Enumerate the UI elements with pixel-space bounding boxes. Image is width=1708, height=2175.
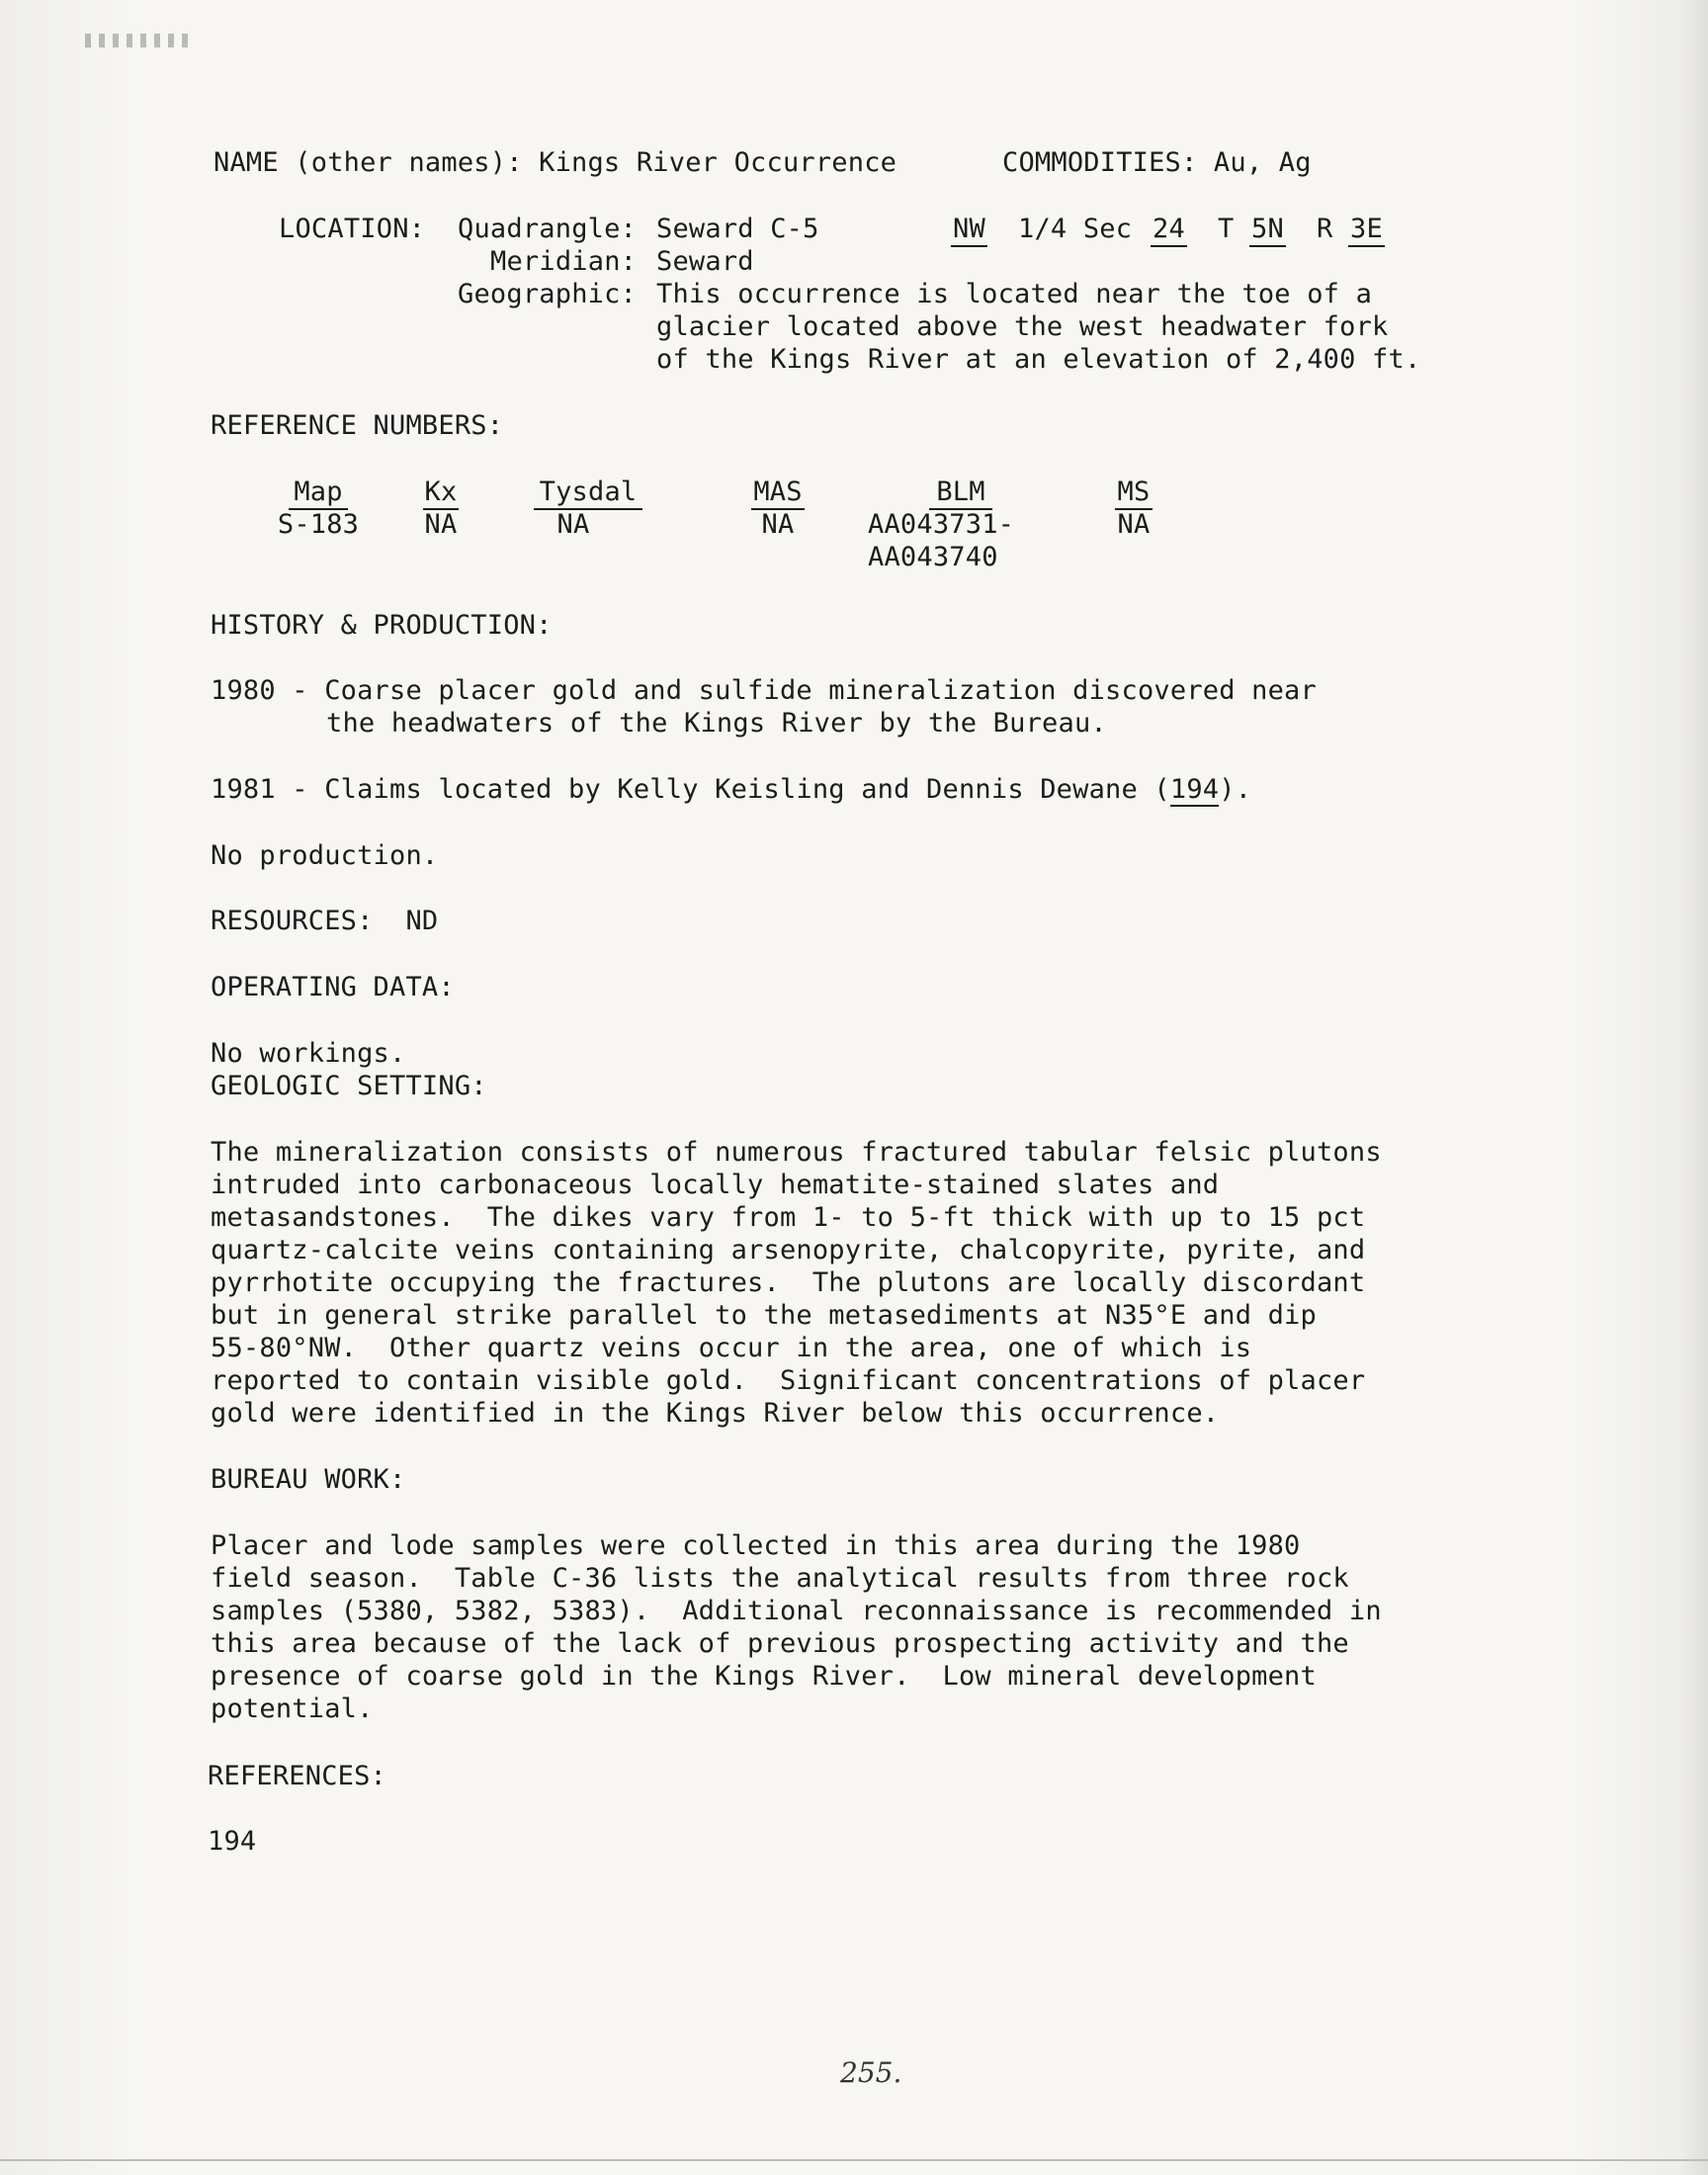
bureau-line: samples (5380, 5382, 5383). Additional reconnaissance is recommended in xyxy=(211,1596,1382,1626)
history-1981-ref: 194 xyxy=(1169,774,1220,805)
commodities-line: COMMODITIES: Au, Ag xyxy=(1002,147,1312,178)
bureau-line: Placer and lode samples were collected in this area during the 1980 xyxy=(211,1530,1301,1561)
quadrangle-value: Seward C-5 xyxy=(656,214,819,244)
geologic-line: reported to contain visible gold. Significant concentrations of placer xyxy=(211,1365,1366,1396)
township-value: 5N xyxy=(1249,213,1286,247)
bureau-line: potential. xyxy=(211,1694,374,1724)
production-line: No production. xyxy=(211,840,439,871)
bureau-line: this area because of the lack of previous prospecting activity and the xyxy=(211,1628,1349,1659)
geographic-label: Geographic: xyxy=(458,279,638,309)
operating-data-text: No workings. xyxy=(211,1038,406,1069)
ref-col-label-blm: BLM xyxy=(929,476,992,510)
bureau-work-heading: BUREAU WORK: xyxy=(211,1464,406,1495)
range-label: R xyxy=(1317,214,1333,244)
history-1981-suffix: ). xyxy=(1219,774,1252,805)
scan-edge-shadow xyxy=(1680,0,1708,2175)
range-value: 3E xyxy=(1348,213,1385,247)
geologic-line: metasandstones. The dikes vary from 1- to 5-ft thick with up to 15 pct xyxy=(211,1202,1366,1233)
page-number: 255. xyxy=(840,2056,902,2089)
ref-col-value-kx: NA xyxy=(424,509,458,540)
history-1980-line: 1980 - Coarse placer gold and sulfide mineralization discovered near xyxy=(211,675,1317,706)
resources-line: RESOURCES: ND xyxy=(211,906,439,936)
geologic-line: pyrrhotite occupying the fractures. The plutons are locally discordant xyxy=(211,1267,1366,1298)
ref-col-value-ms: NA xyxy=(1117,509,1151,540)
ref-col-value-map: S-183 xyxy=(277,509,360,540)
section-value: 24 xyxy=(1151,213,1187,247)
geographic-line: of the Kings River at an elevation of 2,400 ft. xyxy=(656,344,1421,375)
ref-col-label-ms: MS xyxy=(1115,476,1153,510)
scan-bottom-edge xyxy=(0,2159,1708,2161)
quadrangle-label: Quadrangle: xyxy=(458,214,638,244)
geologic-line: intruded into carbonaceous locally hematite-stained slates and xyxy=(211,1170,1220,1200)
meridian-value: Seward xyxy=(656,246,754,277)
history-heading: HISTORY & PRODUCTION: xyxy=(211,610,553,641)
operating-data-heading: OPERATING DATA: xyxy=(211,972,455,1002)
history-1981-line xyxy=(211,773,1251,806)
ref-col-value-blm: AA043740 xyxy=(868,542,998,572)
references-value: 194 xyxy=(208,1826,257,1857)
meridian-label: Meridian: xyxy=(490,246,638,277)
geographic-line: This occurrence is located near the toe of a xyxy=(656,279,1373,309)
ref-col-label-mas: MAS xyxy=(751,476,805,510)
geologic-setting-heading: GEOLOGIC SETTING: xyxy=(211,1071,487,1101)
history-1980-line: the headwaters of the Kings River by the Bureau. xyxy=(326,708,1107,739)
geologic-line: gold were identified in the Kings River below this occurrence. xyxy=(211,1398,1220,1429)
township-label: T xyxy=(1218,214,1235,244)
ref-col-label-map: Map xyxy=(289,476,348,510)
name-line: NAME (other names): Kings River Occurrence xyxy=(214,147,897,178)
geologic-line: 55-80°NW. Other quartz veins occur in the area, one of which is xyxy=(211,1333,1252,1363)
bureau-line: field season. Table C-36 lists the analytical results from three rock xyxy=(211,1563,1349,1594)
reference-numbers-heading: REFERENCE NUMBERS: xyxy=(211,410,504,441)
geologic-line: quartz-calcite veins containing arsenopyrite, chalcopyrite, pyrite, and xyxy=(211,1235,1366,1265)
geographic-line: glacier located above the west headwater fork xyxy=(656,311,1389,342)
references-heading: REFERENCES: xyxy=(208,1761,387,1791)
geologic-line: but in general strike parallel to the metasediments at N35°E and dip xyxy=(211,1300,1317,1331)
geologic-line: The mineralization consists of numerous fractured tabular felsic plutons xyxy=(211,1137,1382,1168)
ref-col-label-tysdal: Tysdal xyxy=(534,476,642,510)
history-1981-prefix: 1981 - Claims located by Kelly Keisling and Dennis Dewane ( xyxy=(211,774,1170,805)
ref-col-value-blm: AA043731- xyxy=(868,509,1015,540)
ref-col-value-tysdal: NA xyxy=(556,509,590,540)
ref-col-label-kx: Kx xyxy=(423,476,459,510)
bureau-line: presence of coarse gold in the Kings River. Low mineral development xyxy=(211,1661,1317,1692)
quarter-section-text: 1/4 Sec xyxy=(1018,214,1133,244)
scan-corner-mark xyxy=(85,34,194,47)
quarter-value: NW xyxy=(951,213,987,247)
location-label: LOCATION: xyxy=(279,214,426,244)
ref-col-value-mas: NA xyxy=(761,509,795,540)
